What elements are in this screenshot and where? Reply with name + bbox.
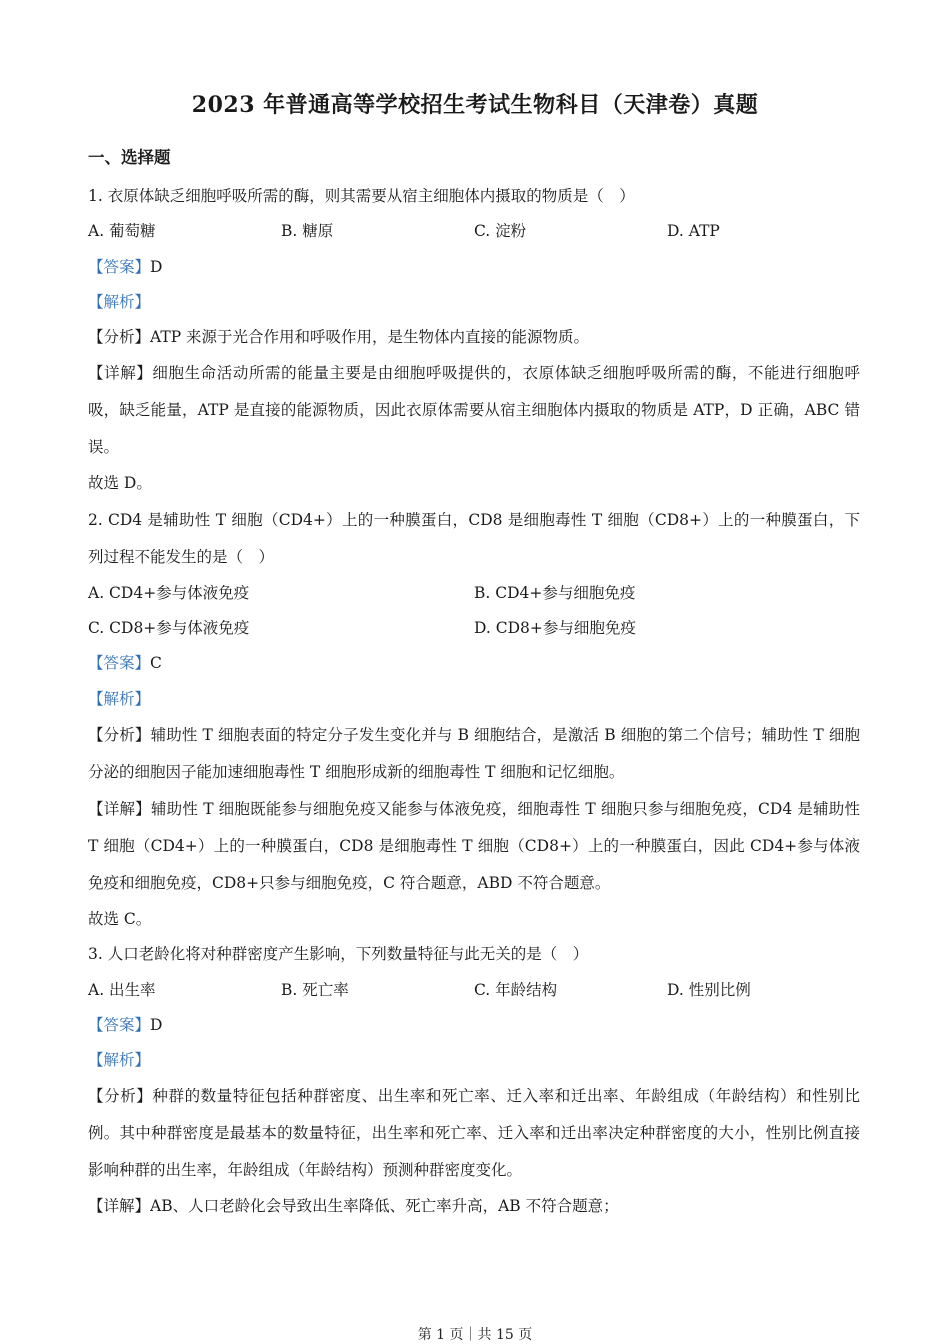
page-footer: 第 1 页｜共 15 页 <box>417 1327 533 1343</box>
option-a: A. 出生率 <box>88 980 156 999</box>
fenxi-text: ATP 来源于光合作用和呼吸作用，是生物体内直接的能源物质。 <box>150 328 590 347</box>
answer-label: 【答案】 <box>88 654 151 673</box>
xiangjie-text: 辅助性 T 细胞既能参与细胞免疫又能参与体液免疫，细胞毒性 T 细胞只参与细胞免疫，CD4 是辅助性 T 细胞（CD4+）上的一种膜蛋白，CD8 是细胞毒性 T 细胞（CD8+）上的一种膜蛋白，因此 CD4+参与体液免疫和细胞免疫，CD8+只参与细胞免疫，C 符合题意，ABD 不符合题意。 <box>88 799 860 892</box>
option-d: D. 性别比例 <box>667 980 751 999</box>
answer-value: C <box>150 654 162 673</box>
option-a: A. 葡萄糖 <box>88 222 156 241</box>
fenxi-paragraph <box>88 717 860 791</box>
xiangjie-label: 【详解】 <box>88 1197 151 1216</box>
option-b: B. 糖原 <box>281 222 334 241</box>
question-stem: 1. 衣原体缺乏细胞呼吸所需的酶，则其需要从宿主细胞体内摄取的物质是（ ） <box>88 187 635 205</box>
option-row-1 <box>88 576 860 611</box>
xiangjie-label: 【详解】 <box>88 799 151 818</box>
question-stem: 2. CD4 是辅助性 T 细胞（CD4+）上的一种膜蛋白，CD8 是细胞毒性 T 细胞（CD8+）上的一种膜蛋白，下列过程不能发生的是（ ） <box>88 510 860 566</box>
answer-line <box>88 646 860 681</box>
fenxi-line <box>88 320 860 355</box>
answer-value: D <box>150 1015 163 1034</box>
conclusion: 故选 C。 <box>88 909 152 928</box>
fenxi-paragraph <box>88 1078 860 1189</box>
analysis-label: 【解析】 <box>88 1051 151 1070</box>
xiangjie-label: 【详解】 <box>88 364 153 383</box>
fenxi-text: 辅助性 T 细胞表面的特定分子发生变化并与 B 细胞结合，是激活 B 细胞的第二个信号；辅助性 T 细胞分泌的细胞因子能加速细胞毒性 T 细胞形成新的细胞毒性 T 细胞和记忆细胞。 <box>88 725 860 781</box>
fenxi-label: 【分析】 <box>88 725 151 744</box>
question-stem: 3. 人口老龄化将对种群密度产生影响，下列数量特征与此无关的是（ ） <box>88 945 589 964</box>
option-a: A. CD4+参与体液免疫 <box>88 583 250 602</box>
question-1 <box>88 179 860 502</box>
fenxi-label: 【分析】 <box>88 1087 153 1106</box>
question-3 <box>88 937 860 1224</box>
option-b: B. CD4+参与细胞免疫 <box>474 583 636 602</box>
xiangjie-line <box>88 1189 860 1224</box>
option-d: D. ATP <box>667 222 720 241</box>
option-c: C. CD8+参与体液免疫 <box>88 619 250 638</box>
xiangjie-text: AB、人口老龄化会导致出生率降低、死亡率升高，AB 不符合题意； <box>150 1197 619 1216</box>
answer-label: 【答案】 <box>88 257 151 276</box>
answer-value: D <box>150 257 163 276</box>
question-2 <box>88 502 860 937</box>
xiangjie-paragraph <box>88 791 860 902</box>
option-row-2 <box>88 611 860 646</box>
option-b: B. 死亡率 <box>281 980 349 999</box>
option-d: D. CD8+参与细胞免疫 <box>474 619 636 638</box>
analysis-label: 【解析】 <box>88 689 151 708</box>
xiangjie-paragraph <box>88 355 860 466</box>
document-body <box>88 145 860 1225</box>
page-title: 2023 年普通高等学校招生考试生物科目（天津卷）真题 <box>191 92 759 118</box>
answer-line <box>88 250 860 285</box>
answer-label: 【答案】 <box>88 1015 151 1034</box>
fenxi-text: 种群的数量特征包括种群密度、出生率和死亡率、迁入率和迁出率、年龄组成（年龄结构）和性别比例。其中种群密度是最基本的数量特征，出生率和死亡率、迁入率和迁出率决定种群密度的大小，性别比例直接影响种群的出生率，年龄组成（年龄结构）预测种群密度变化。 <box>88 1087 860 1180</box>
conclusion: 故选 D。 <box>88 474 152 493</box>
option-list <box>88 214 860 249</box>
option-list <box>88 973 860 1008</box>
fenxi-label: 【分析】 <box>88 328 151 347</box>
xiangjie-text: 细胞生命活动所需的能量主要是由细胞呼吸提供的，衣原体缺乏细胞呼吸所需的酶，不能进行细胞呼吸，缺乏能量，ATP 是直接的能源物质，因此衣原体需要从宿主细胞体内摄取的物质是 ATP，D 正确，ABC 错误。 <box>88 364 860 457</box>
section-heading: 一、选择题 <box>88 148 171 167</box>
answer-line <box>88 1008 860 1043</box>
option-c: C. 年龄结构 <box>474 980 558 999</box>
option-c: C. 淀粉 <box>474 222 527 241</box>
analysis-label: 【解析】 <box>88 292 151 311</box>
